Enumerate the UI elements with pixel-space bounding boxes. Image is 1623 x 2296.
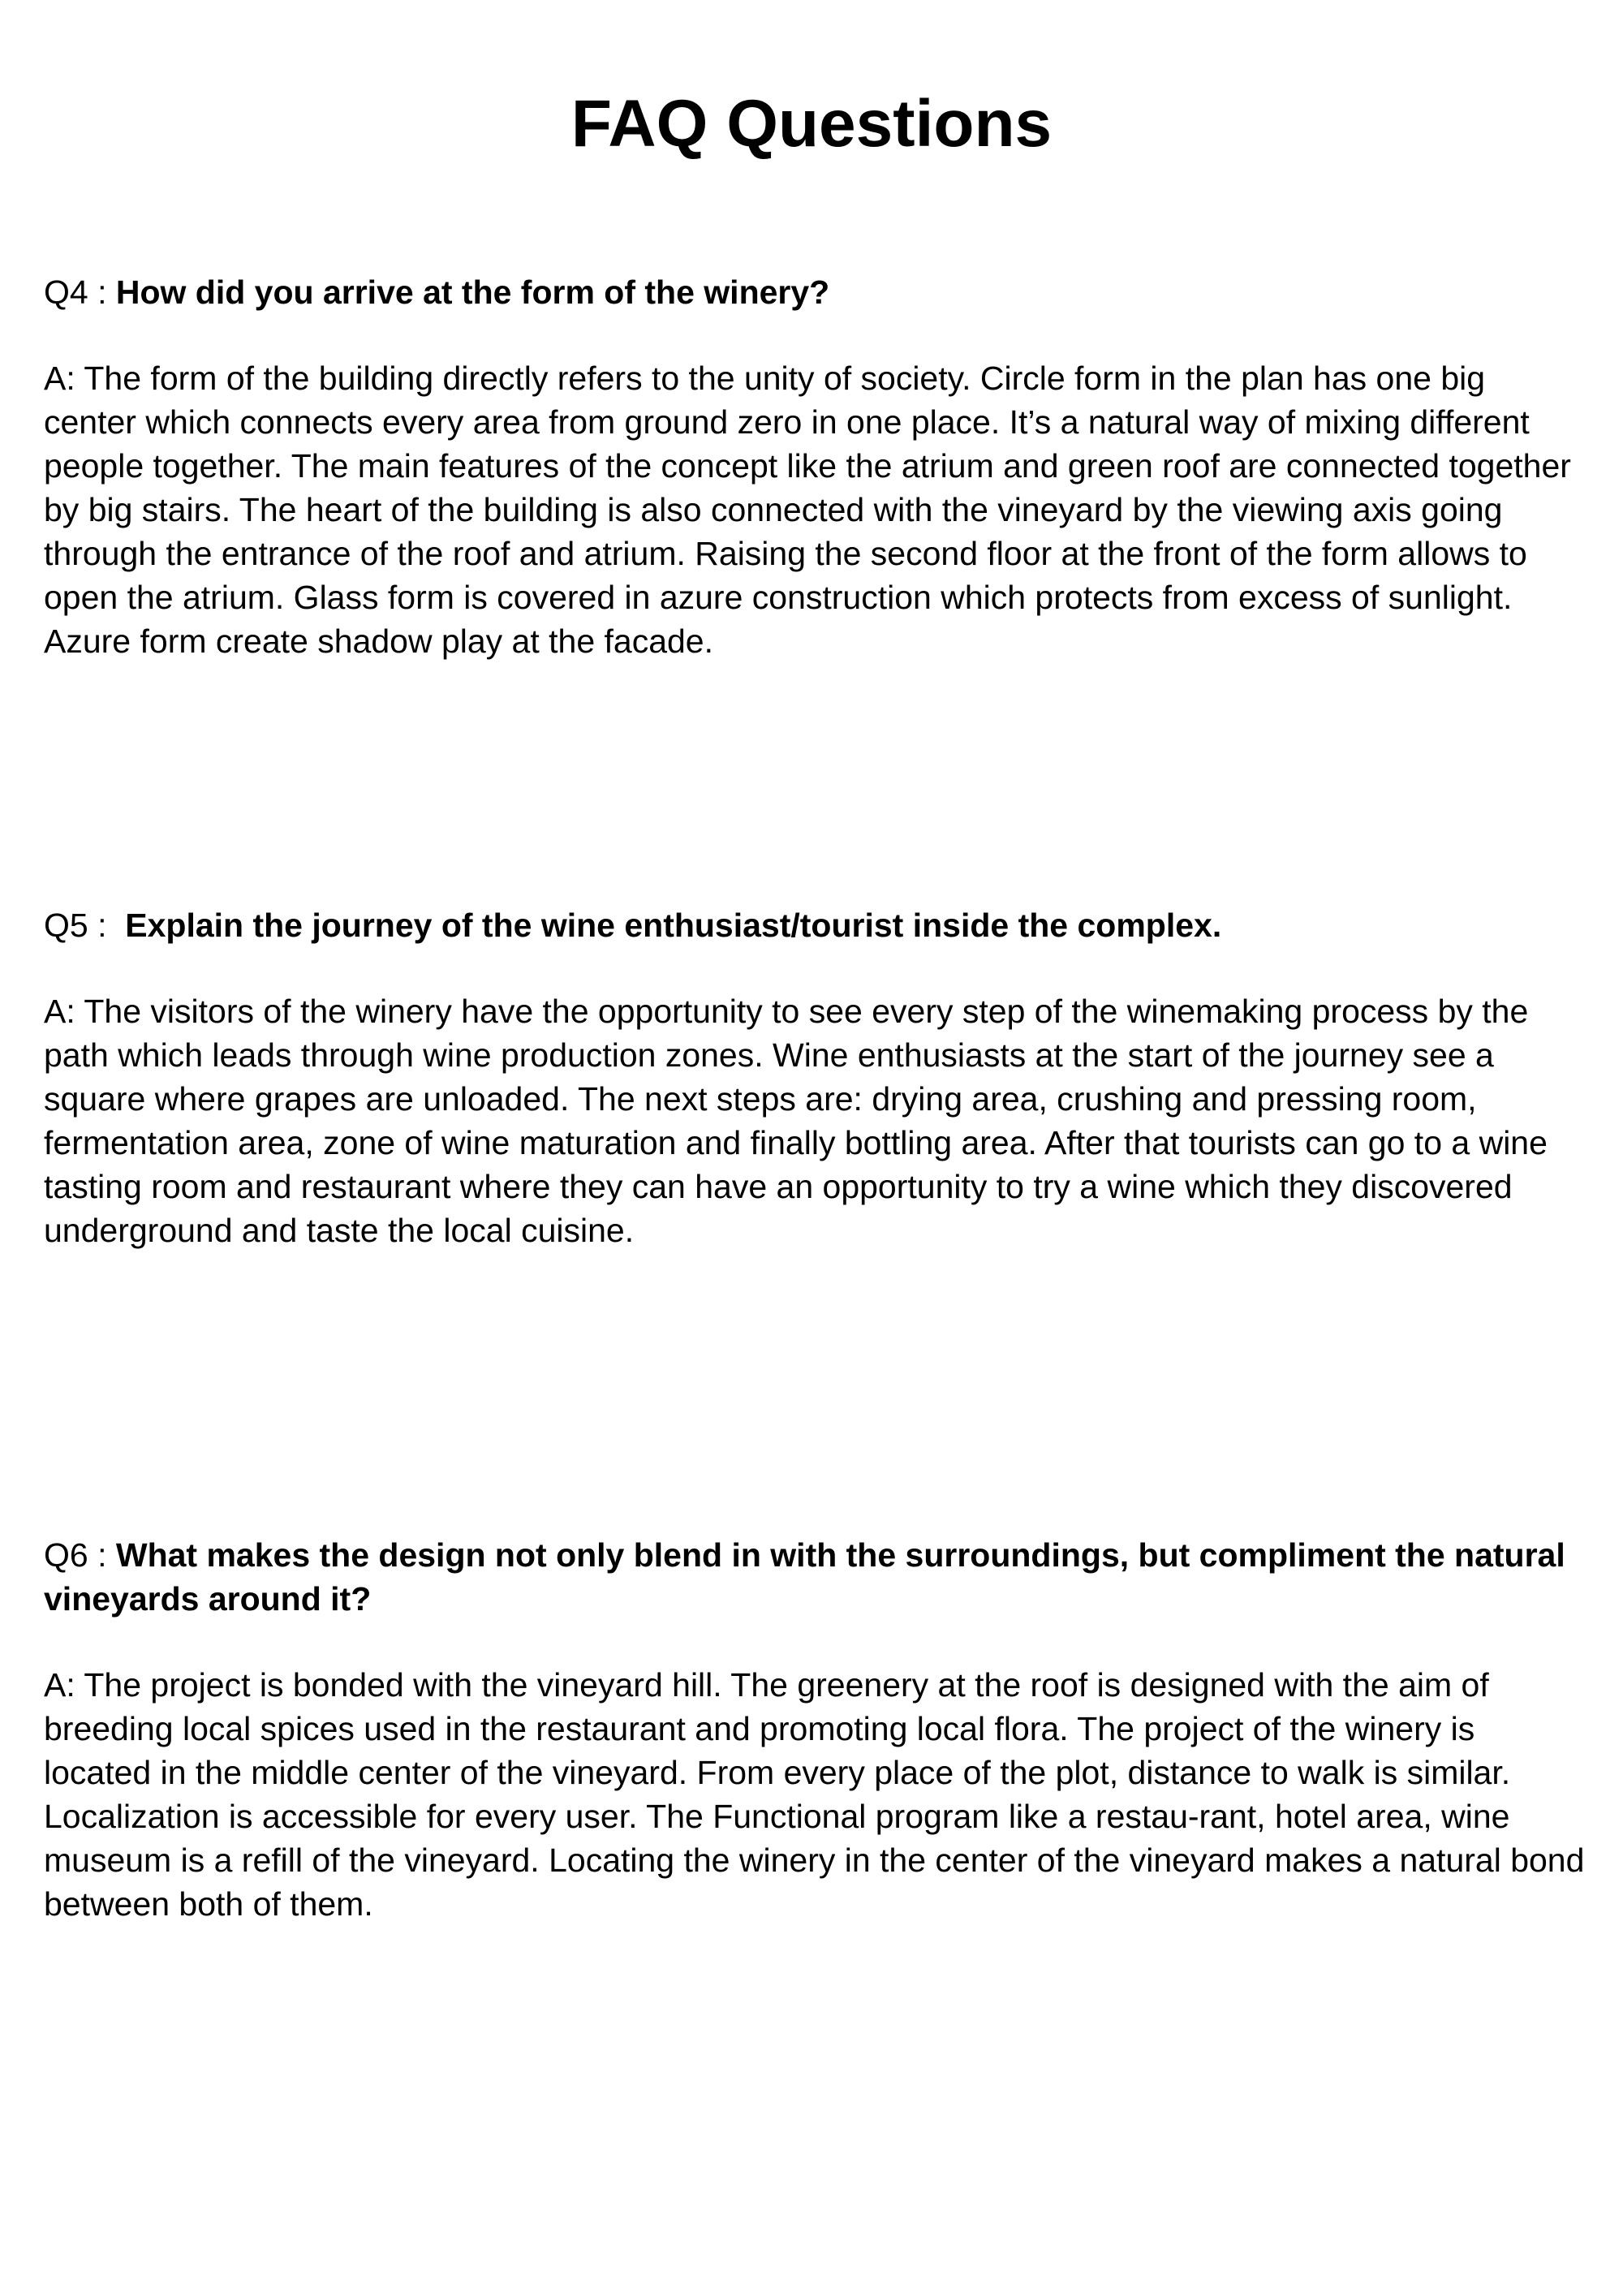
faq-item-q5 <box>44 903 1586 1252</box>
faq-answer: A: The project is bonded with the vineyard hill. The greenery at the roof is designed with the aim of breeding local spices used in the restaurant and promoting local flora. The project of the winery is located in the middle center of the vineyard. From every place of the plot, distance to walk is similar. Localization is accessible for every user. The Functional program like a restau-rant, hotel area, wine museum is a refill of the vineyard. Locating the winery in the center of the vineyard makes a natural bond between both of them. <box>44 1666 1585 1923</box>
faq-answer: A: The visitors of the winery have the opportunity to see every step of the winemaking process by the path which leads through wine production zones. Wine enthusiasts at the start of the journey see a square where grapes are unloaded. The next steps are: drying area, crushing and pressing room, fermentation area, zone of wine maturation and finally bottling area. After that tourists can go to a wine tasting room and restaurant where they can have an opportunity to try a wine which they discovered underground and taste the local cuisine. <box>44 993 1548 1249</box>
question-number: Q6 : <box>44 1536 116 1574</box>
page-title: FAQ Questions <box>570 87 1053 161</box>
question-text: What makes the design not only blend in with the surroundings, but compliment the natural vineyards around it? <box>44 1536 1565 1618</box>
faq-item-q6 <box>44 1533 1586 1926</box>
faq-question <box>44 270 1586 314</box>
question-number: Q4 : <box>44 274 116 311</box>
faq-question <box>44 903 1586 947</box>
question-text: How did you arrive at the form of the winery? <box>115 274 830 311</box>
faq-question <box>44 1533 1586 1621</box>
faq-item-q4 <box>44 270 1586 663</box>
question-text: Explain the journey of the wine enthusiast/tourist inside the complex. <box>125 907 1222 944</box>
question-number: Q5 : <box>44 907 126 944</box>
faq-answer: A: The form of the building directly refers to the unity of society. Circle form in the plan has one big center which connects every area from ground zero in one place. It’s a natural way of mixing different people together. The main features of the concept like the atrium and green roof are connected together by big stairs. The heart of the building is also connected with the vineyard by the viewing axis going through the entrance of the roof and atrium. Raising the second floor at the front of the form allows to open the atrium. Glass form is covered in azure construction which protects from excess of sunlight. Azure form create shadow play at the facade. <box>44 360 1571 660</box>
